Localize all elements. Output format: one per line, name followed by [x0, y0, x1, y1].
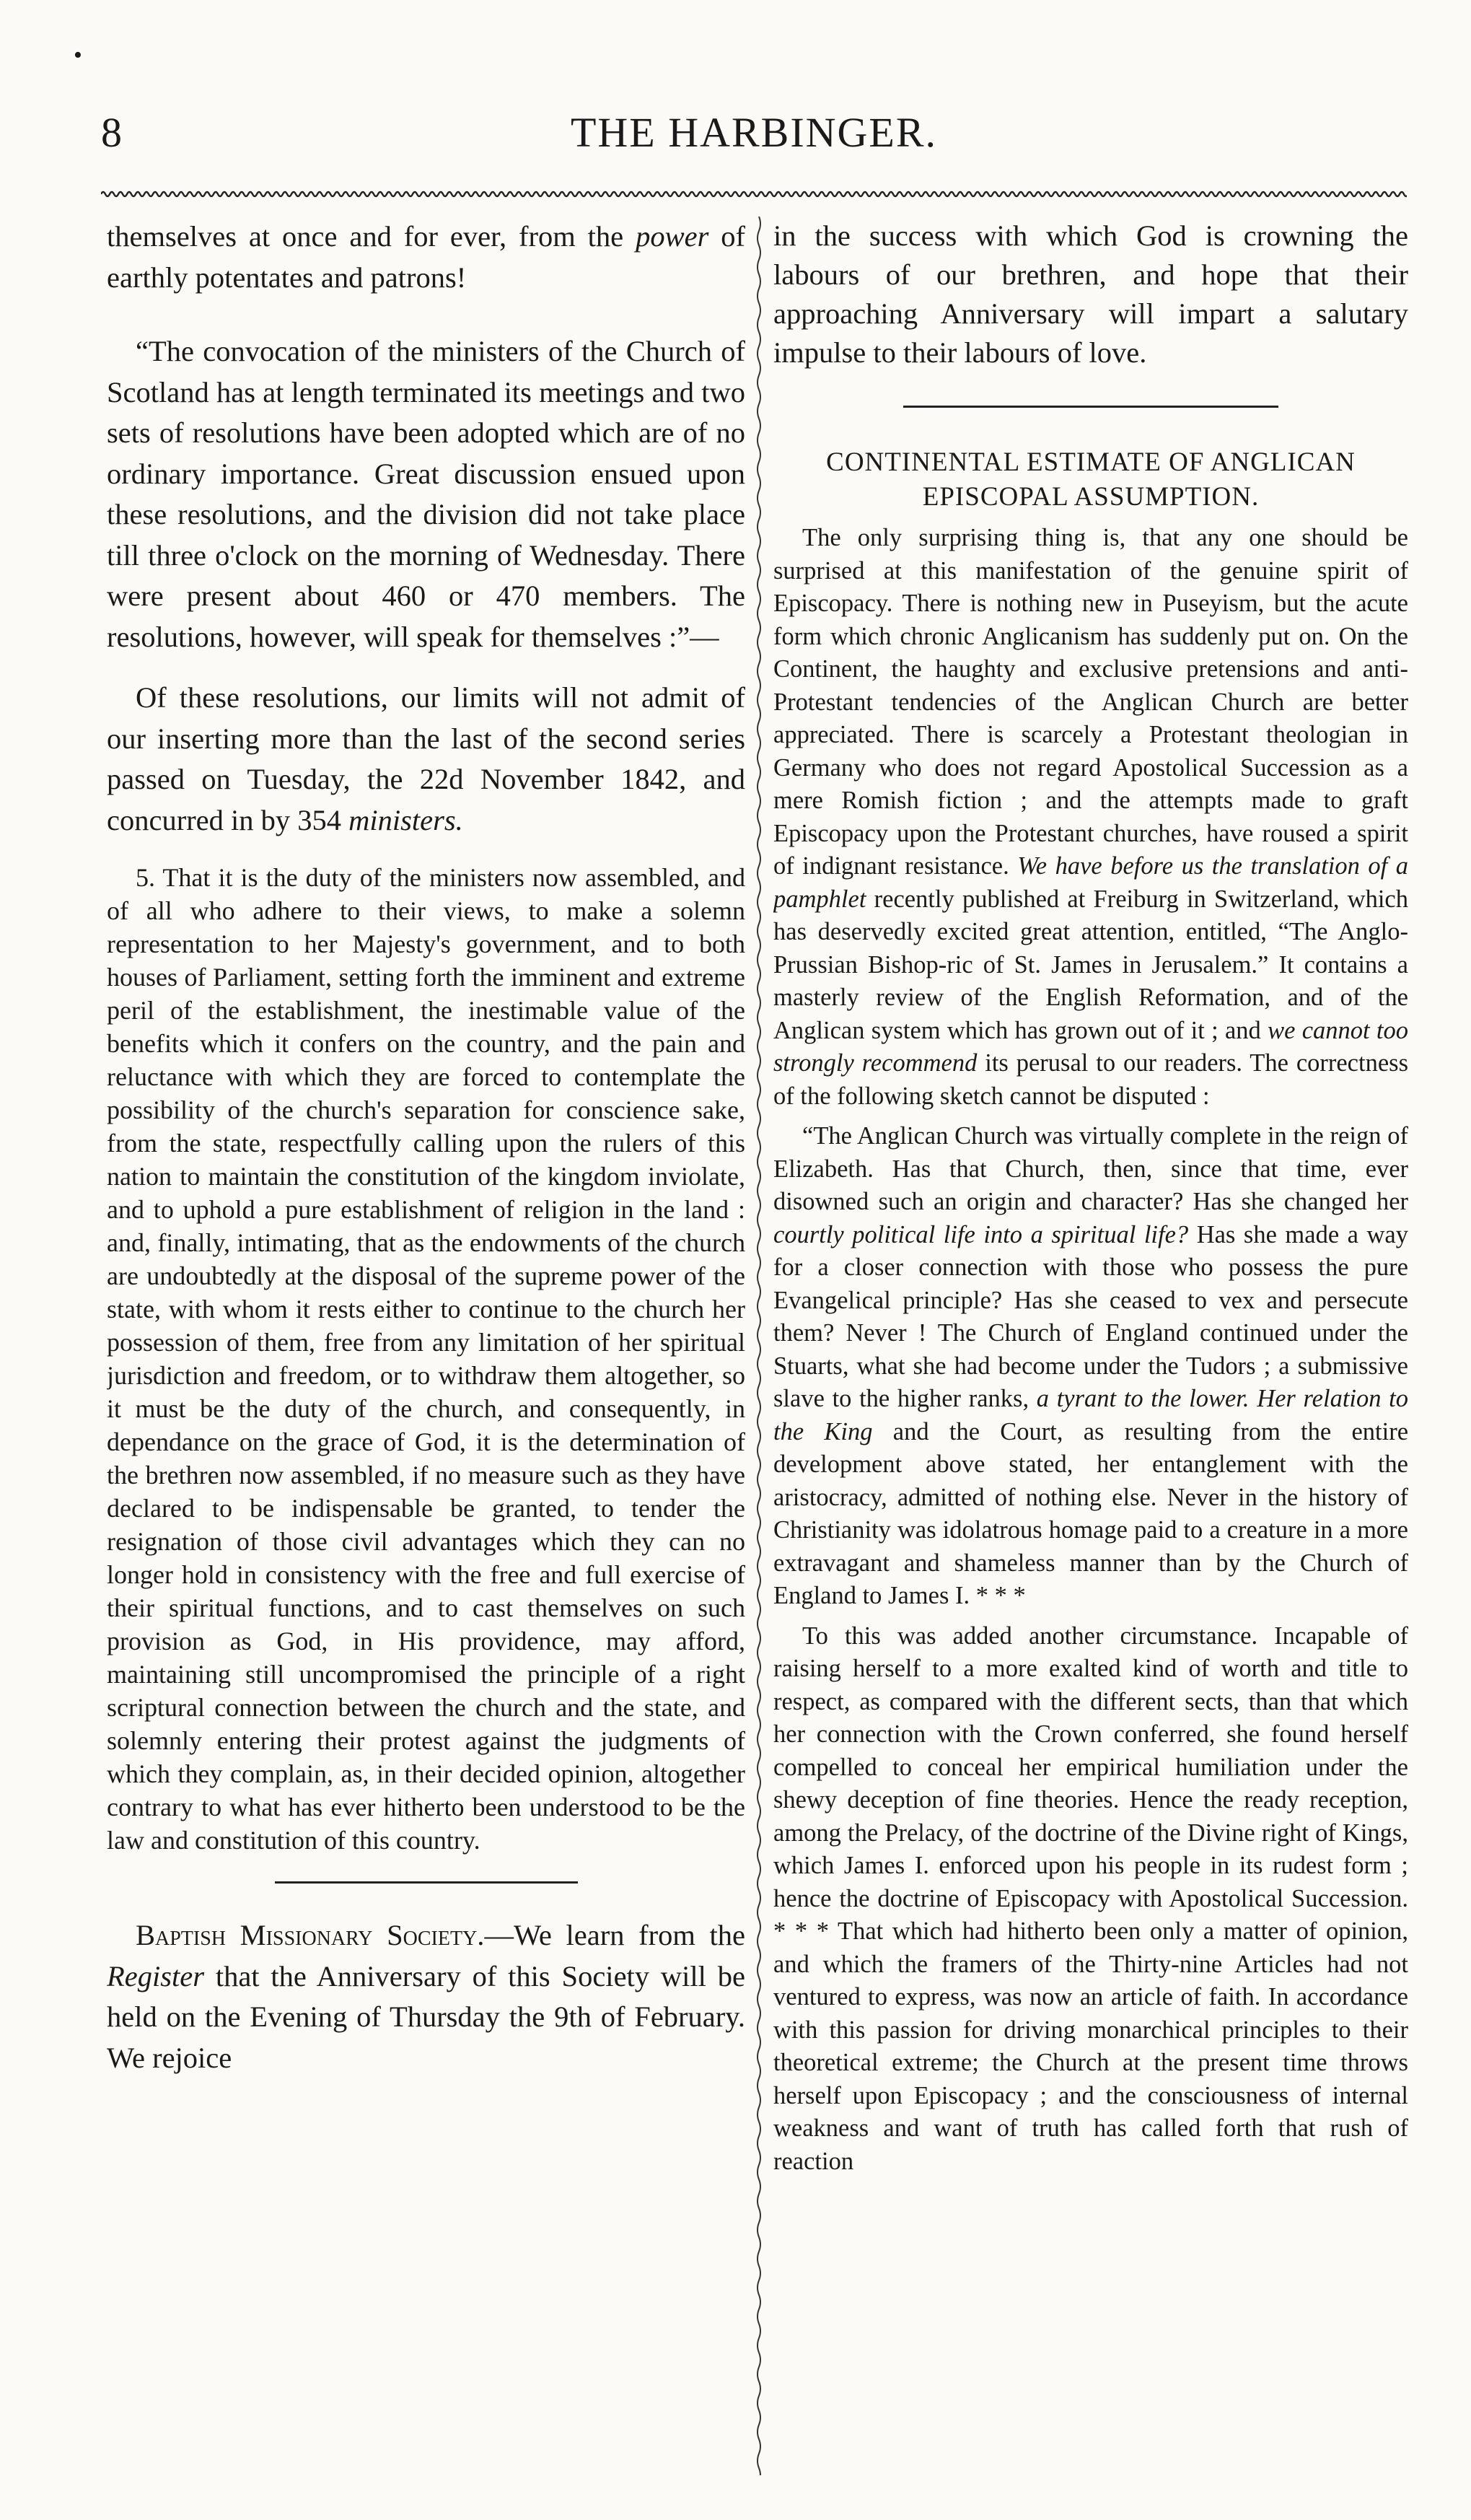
baptist-missionary-notice: Baptish Missionary Society.—We learn from the Register that the Anniversary of this Society will be held on the Evening of Thursday the 9th of February. We rejoice: [107, 1919, 745, 2074]
section-rule: [903, 406, 1278, 408]
section-rule: [275, 1881, 578, 1884]
resolution-five: 5. That it is the duty of the ministers now assembled, and of all who adhere to their views, to make a solemn representation to her Majesty's government, and to both houses of Parliament, setting forth the imminent and extreme peril of the establishment, the inestimable value of the benefits which it confers on the country, and the pain and reluctance with which they are forced to contemplate the possibility of the church's separation for conscience sake, from the state, respectfully calling upon the rulers of this nation to maintain the constitution of the kingdom inviolate, and to uphold a pure establishment of religion in the land : and, finally, intimating, that as the endowments of the church are undoubtedly at the disposal of the supreme power of the state, with whom it rests either to continue to the church her possession of them, free from any limitation of her spiritual jurisdiction and freedom, or to withdraw them altogether, so it must be the duty of the church, and consequently, in dependance on the grace of God, it is the determination of the brethren now assembled, if no measure such as they have declared to be indispensable be granted, to tender the resignation of those civil advantages which they can no longer hold in consistency with the free and full exercise of their spiritual functions, and to cast themselves on such provision as God, in His providence, may afford, maintaining still uncompromised the principle of a right scriptural connection between the church and the state, and solemnly entering their protest against the judgments of which they complain, as, in their decided opinion, altogether contrary to what has ever hitherto been understood to be the law and constitution of this country.: [107, 863, 745, 1855]
page-header: [101, 108, 1407, 159]
article-heading: CONTINENTAL ESTIMATE OF ANGLICAN EPISCOPAL ASSUMPTION.: [826, 447, 1356, 512]
right-column: [773, 216, 1408, 2477]
article-intro: The only surprising thing is, that any one should be surprised at this manifestation of the genuine spirit of Episcopacy. There is nothing new in Puseyism, but the acute form which chronic Anglicanism has suddenly put on. On the Continent, the haughty and exclusive pretensions and anti-Protestant tendencies of the Anglican Church are better appreciated. There is scarcely a Protestant theologian in Germany who does not regard Apostolical Succession as a mere Romish fiction ; and the attempts made to graft Episcopacy upon the Protestant churches, have roused a spirit of indignant resistance. We have before us the translation of a pamphlet recently published at Freiburg in Switzerland, which has deservedly excited great attention, entitled, “The Anglo-Prussian Bishop-ric of St. James in Jerusalem.” It contains a masterly review of the English Reformation, and of the Anglican system which has grown out of it ; and we cannot too strongly recommend its perusal to our readers. The correctness of the following sketch cannot be disputed :: [773, 524, 1408, 1110]
anglican-quote: “The Anglican Church was virtually complete in the reign of Elizabeth. Has that Church, then, since that time, ever disowned such an origin and character? Has she changed her courtly political life into a spiritual life? Has she made a way for a closer connection with those who possess the pure Evangelical principle? Has she ceased to vex and persecute them? Never ! The Church of England continued under the Stuarts, what she had become under the Tudors ; a submissive slave to the higher ranks, a tyrant to the lower. Her relation to the King and the Court, as resulting from the entire development above stated, her entanglement with the aristocracy, admitted of nothing else. Never in the history of Christianity was idolatrous homage paid to a creature in a more extravagant and shameless manner than by the Church of England to James I. * * *: [773, 1122, 1408, 1609]
margin-mark: •: [74, 42, 82, 69]
column-divider: [755, 216, 763, 2475]
page-number: 8: [101, 109, 122, 156]
header-wavy-rule: [101, 189, 1407, 199]
anglican-quote-continued: To this was added another circumstance. Incapable of raising herself to a more exalted kind of worth and title to respect, as compared with the different sects, than that which her connection with the Crown conferred, she found herself compelled to conceal her empirical humiliation under the shewy deception of fine theories. Hence the ready reception, among the Prelacy, of the doctrine of the Divine right of Kings, which James I. enforced upon his people in its rudest form ; hence the doctrine of Episcopacy with Apostolical Succession. * * * That which had hitherto been only a matter of opinion, and which the framers of the Thirty-nine Articles had not ventured to express, was now an article of faith. In accordance with this passion for driving monarchical principles to their theoretical extreme; the Church at the present time throws herself upon Episcopacy ; and the consciousness of internal weakness and want of truth has called forth that rush of reaction: [773, 1622, 1408, 2175]
convocation-quote: “The convocation of the ministers of the Church of Scotland has at length terminated its meetings and two sets of resolutions have been adopted which are of no ordinary importance. Great discussion ensued upon these resolutions, and the division did not take place till three o'clock on the morning of Wednesday. There were present about 460 or 470 members. The resolutions, however, will speak for themselves :”—: [107, 335, 745, 653]
page-title: THE HARBINGER.: [570, 109, 938, 156]
resolutions-intro: Of these resolutions, our limits will not admit of our inserting more than the last of the second series passed on Tuesday, the 22d November 1842, and concurred in by 354 ministers.: [107, 681, 745, 836]
right-paragraph-continuation: in the success with which God is crowning the labours of our brethren, and hope that their approaching Anniversary will impart a salutary impulse to their labours of love.: [773, 219, 1408, 369]
left-paragraph-continuation: themselves at once and for ever, from the power of earthly potentates and patrons!: [107, 220, 745, 294]
left-column: [107, 216, 745, 2477]
